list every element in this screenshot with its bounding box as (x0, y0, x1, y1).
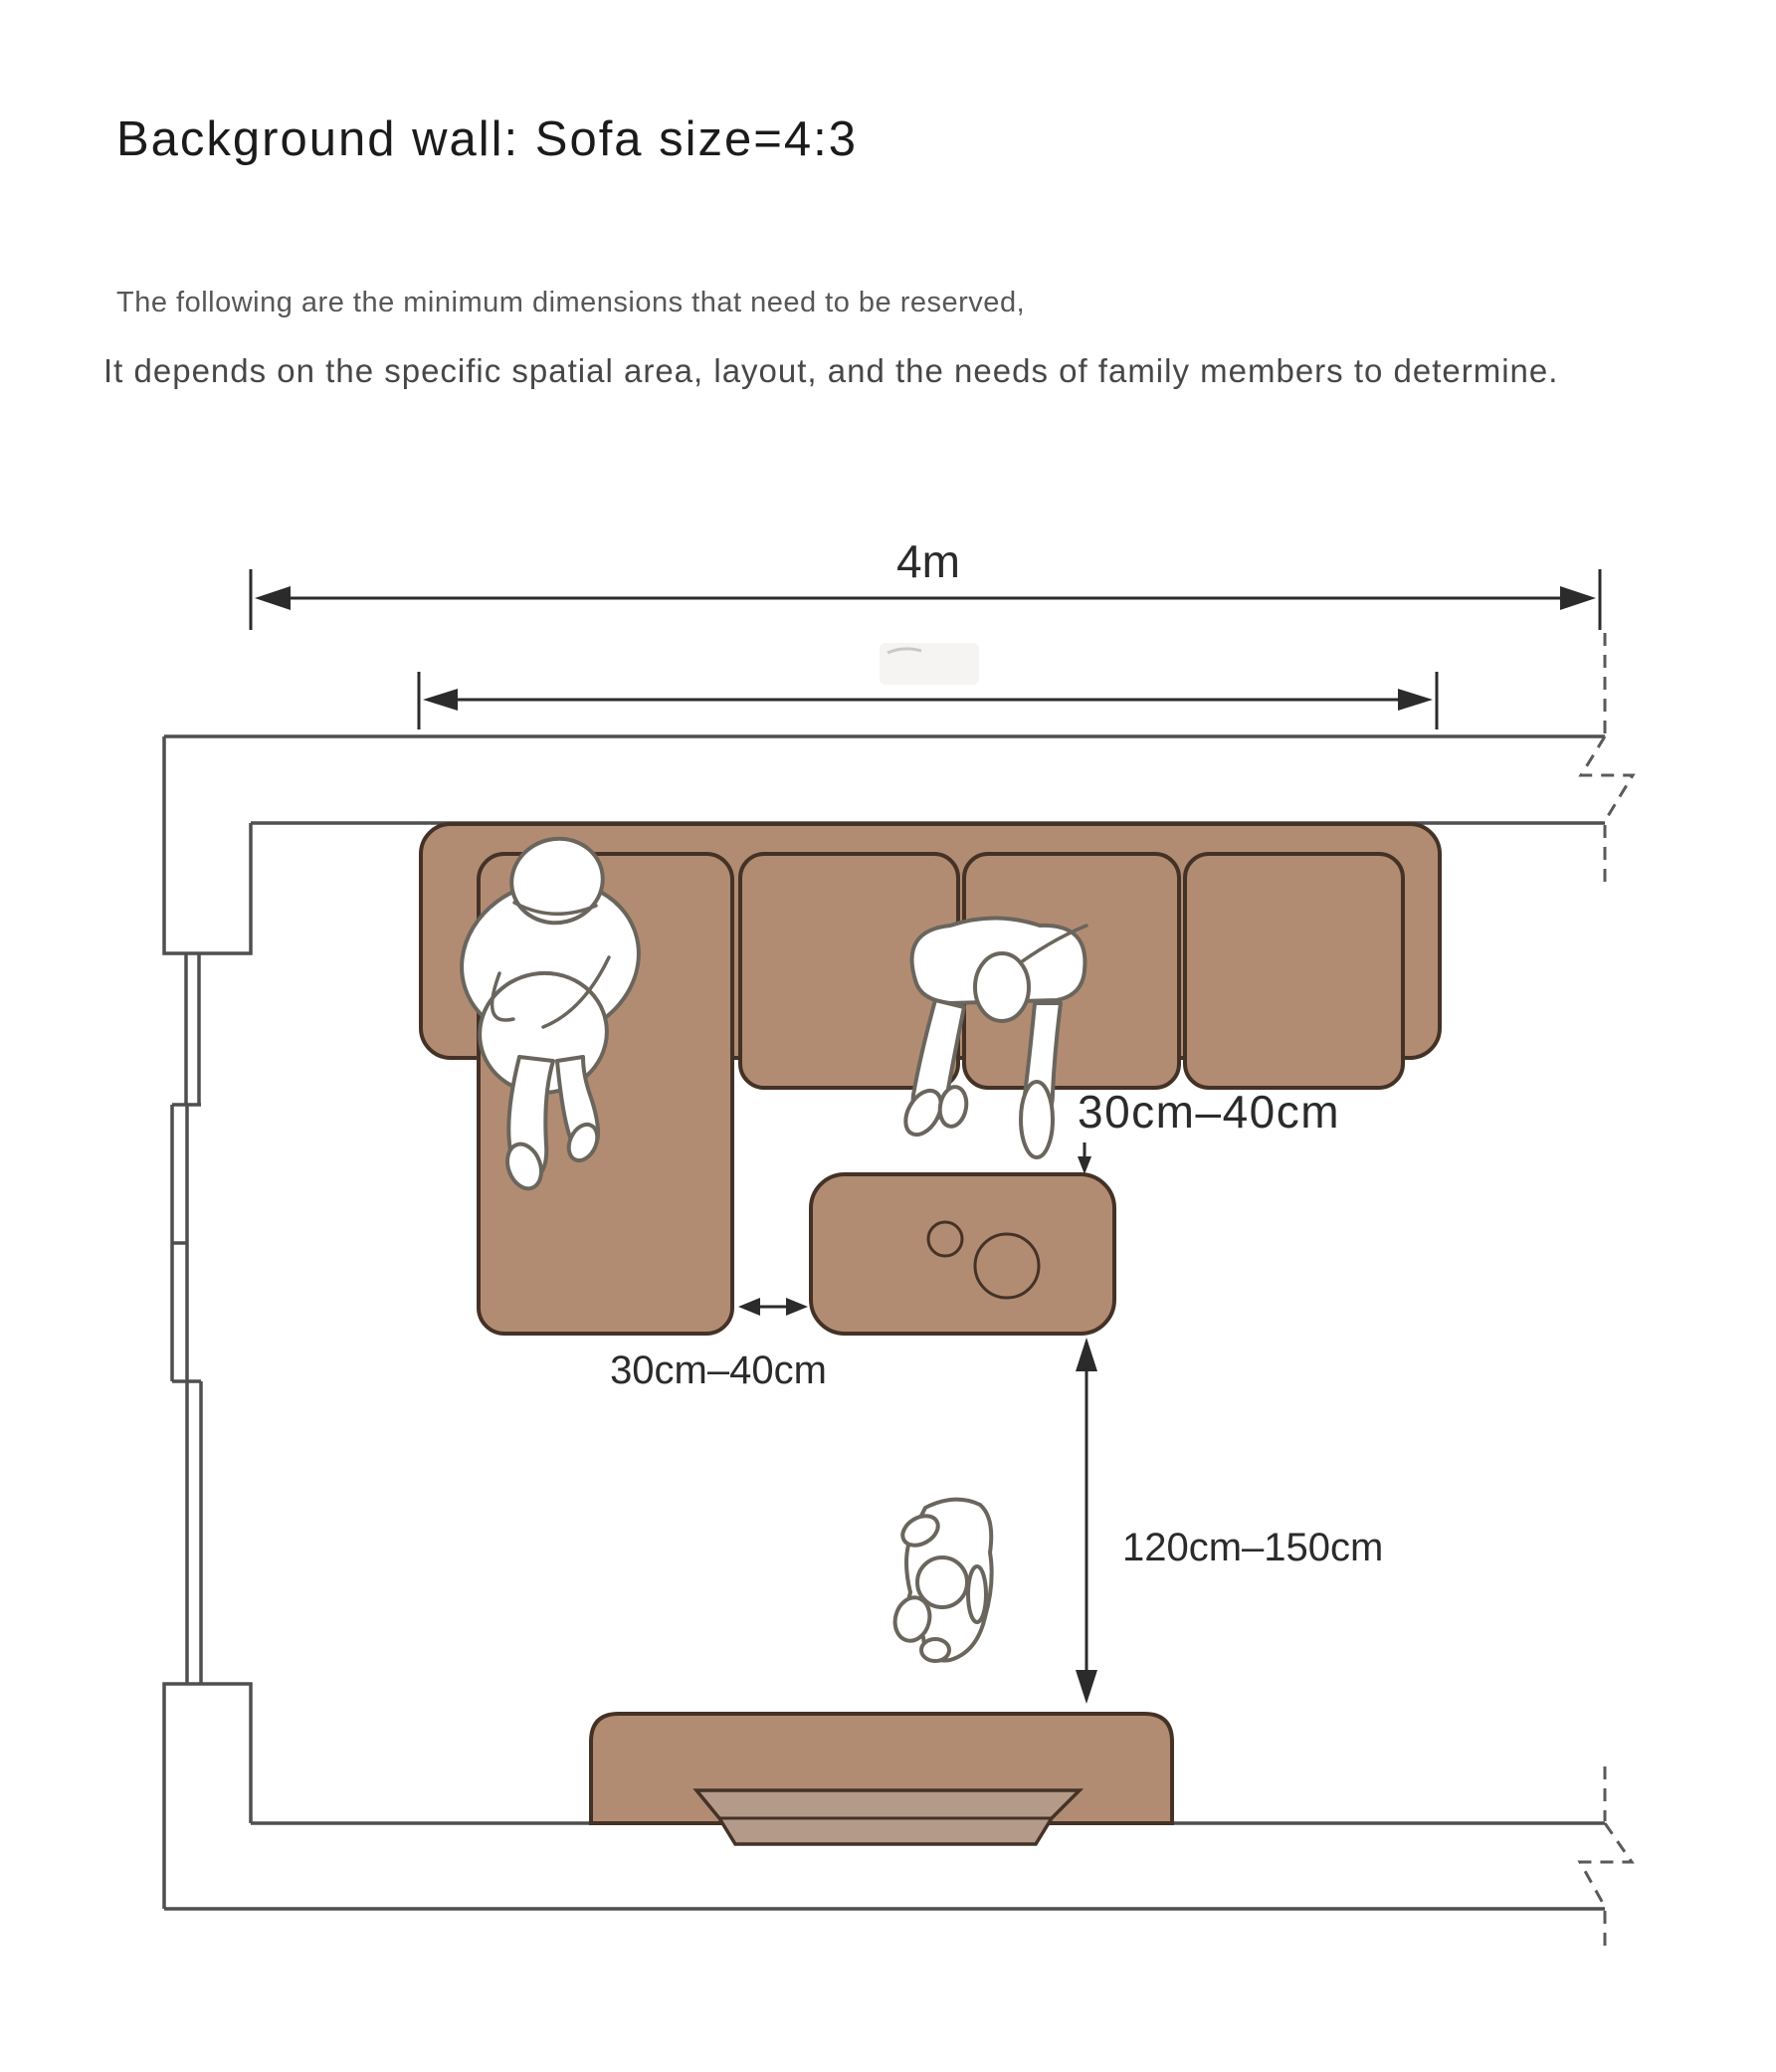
subtitle-line-1: The following are the minimum dimensions that need to be reserved, (116, 287, 1026, 318)
arm (968, 1566, 986, 1622)
dimension-table-tv (1076, 1338, 1383, 1704)
room-width-label: 4m (896, 535, 960, 587)
arrowhead-left-icon (738, 1298, 760, 1316)
arrowhead-down-icon (1076, 1670, 1097, 1704)
person-walking (890, 1500, 992, 1661)
sofa-table-gap-label: 30cm–40cm (1078, 1086, 1341, 1138)
tv-stand (591, 1714, 1172, 1844)
chaise-table-gap-label: 30cm–40cm (610, 1348, 827, 1392)
arrowhead-left-icon (255, 586, 291, 610)
arrowhead-right-icon (1560, 586, 1596, 610)
right-wall-break-top (1581, 633, 1633, 882)
right-wall-break-bottom (1580, 1766, 1632, 1953)
dimension-room-width (251, 535, 1600, 630)
seat-cushion (1185, 854, 1403, 1088)
left-window (172, 953, 201, 1684)
foot (921, 1639, 949, 1661)
coffee-table (811, 1174, 1114, 1334)
arrowhead-right-icon (786, 1298, 808, 1316)
subtitle-line-2: It depends on the specific spatial area, layout, and the needs of family members to determine. (103, 352, 1559, 389)
left-column-bottom (164, 1684, 251, 1909)
arrowhead-down-icon (1078, 1156, 1091, 1174)
arrowhead-up-icon (1076, 1338, 1097, 1371)
break-zigzag (1581, 736, 1633, 821)
dimension-sofa-width (419, 643, 1437, 729)
break-zigzag (1580, 1823, 1632, 1907)
arrowhead-left-icon (423, 689, 458, 711)
foot (1021, 1082, 1053, 1157)
coffee-table-surface (811, 1174, 1114, 1334)
left-column-top (164, 736, 251, 953)
arrowhead-right-icon (1398, 689, 1433, 711)
head (975, 953, 1029, 1021)
dimension-sofa-table-gap (1078, 1086, 1340, 1174)
page-title: Background wall: Sofa size=4:3 (116, 112, 859, 166)
table-tv-distance-label: 120cm–150cm (1122, 1526, 1384, 1569)
